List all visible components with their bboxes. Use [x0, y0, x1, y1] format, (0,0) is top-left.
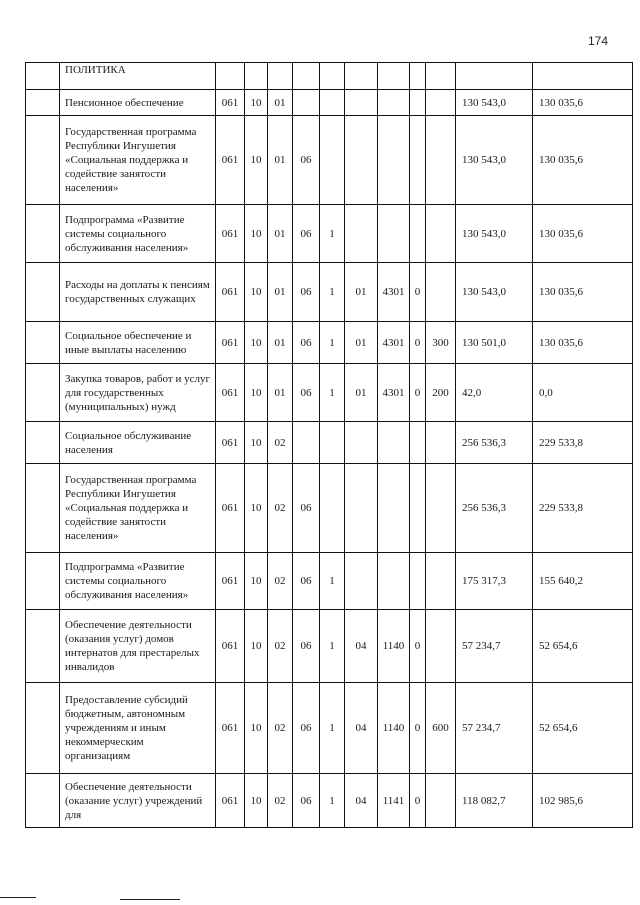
- ministry-code: 061: [216, 322, 245, 364]
- amount-1: 130 543,0: [456, 263, 533, 322]
- program-code: 06: [293, 364, 320, 422]
- table-row: [26, 683, 633, 774]
- direction-code: [378, 63, 410, 90]
- section-code: 10: [245, 116, 268, 205]
- amount-1: 130 543,0: [456, 116, 533, 205]
- ministry-code: 061: [216, 90, 245, 116]
- expense-type-code: [426, 263, 456, 322]
- amount-1: 130 501,0: [456, 322, 533, 364]
- program-code: 06: [293, 553, 320, 610]
- row-index-cell: [26, 774, 60, 828]
- subsection-code: 01: [268, 205, 293, 263]
- amount-2: 130 035,6: [533, 205, 633, 263]
- table-row: [26, 464, 633, 553]
- program-code: 06: [293, 464, 320, 553]
- subdirection-code: [410, 464, 426, 553]
- direction-code: 4301: [378, 364, 410, 422]
- program-code: 06: [293, 683, 320, 774]
- program-code: 06: [293, 322, 320, 364]
- table-row: [26, 364, 633, 422]
- program-code: 06: [293, 116, 320, 205]
- main-event-code: 01: [345, 364, 378, 422]
- table-row: [26, 322, 633, 364]
- table-row: [26, 774, 633, 828]
- subdirection-code: [410, 205, 426, 263]
- row-index-cell: [26, 205, 60, 263]
- subprogram-code: [320, 116, 345, 205]
- amount-2: [533, 63, 633, 90]
- main-event-code: 04: [345, 683, 378, 774]
- main-event-code: [345, 116, 378, 205]
- direction-code: 1140: [378, 683, 410, 774]
- row-index-cell: [26, 364, 60, 422]
- row-name: Социальное обслуживание населения: [60, 422, 216, 464]
- subdirection-code: [410, 90, 426, 116]
- direction-code: 1140: [378, 610, 410, 683]
- amount-1: [456, 63, 533, 90]
- row-index-cell: [26, 610, 60, 683]
- section-code: 10: [245, 422, 268, 464]
- subprogram-code: 1: [320, 610, 345, 683]
- row-name: Обеспечение деятельности (оказания услуг) домов интернатов для престарелых инвалидов: [60, 610, 216, 683]
- amount-1: 57 234,7: [456, 683, 533, 774]
- row-index-cell: [26, 464, 60, 553]
- program-code: 06: [293, 610, 320, 683]
- amount-1: 130 543,0: [456, 205, 533, 263]
- budget-table: [25, 62, 633, 828]
- row-name: Закупка товаров, работ и услуг для государственных (муниципальных) нужд: [60, 364, 216, 422]
- table-row: [26, 553, 633, 610]
- expense-type-code: [426, 464, 456, 553]
- main-event-code: [345, 422, 378, 464]
- scan-artifact-line: [0, 897, 36, 898]
- subdirection-code: 0: [410, 774, 426, 828]
- program-code: 06: [293, 205, 320, 263]
- expense-type-code: 600: [426, 683, 456, 774]
- section-code: 10: [245, 364, 268, 422]
- amount-2: 155 640,2: [533, 553, 633, 610]
- program-code: 06: [293, 263, 320, 322]
- subprogram-code: [320, 464, 345, 553]
- section-code: 10: [245, 683, 268, 774]
- subsection-code: 01: [268, 90, 293, 116]
- subprogram-code: 1: [320, 553, 345, 610]
- amount-1: 256 536,3: [456, 422, 533, 464]
- ministry-code: 061: [216, 116, 245, 205]
- table-row: [26, 610, 633, 683]
- direction-code: [378, 553, 410, 610]
- subprogram-code: [320, 422, 345, 464]
- row-index-cell: [26, 263, 60, 322]
- expense-type-code: 200: [426, 364, 456, 422]
- expense-type-code: [426, 205, 456, 263]
- amount-2: 229 533,8: [533, 422, 633, 464]
- ministry-code: 061: [216, 464, 245, 553]
- ministry-code: 061: [216, 610, 245, 683]
- direction-code: 4301: [378, 263, 410, 322]
- subdirection-code: [410, 63, 426, 90]
- table-row: [26, 205, 633, 263]
- direction-code: 1141: [378, 774, 410, 828]
- row-index-cell: [26, 553, 60, 610]
- direction-code: [378, 90, 410, 116]
- row-index-cell: [26, 683, 60, 774]
- expense-type-code: [426, 610, 456, 683]
- expense-type-code: [426, 90, 456, 116]
- ministry-code: [216, 63, 245, 90]
- amount-1: 256 536,3: [456, 464, 533, 553]
- table-row: [26, 263, 633, 322]
- amount-1: 57 234,7: [456, 610, 533, 683]
- row-index-cell: [26, 90, 60, 116]
- table-row: [26, 116, 633, 205]
- expense-type-code: [426, 116, 456, 205]
- row-name: Подпрограмма «Развитие системы социального обслуживания населения»: [60, 205, 216, 263]
- amount-1: 118 082,7: [456, 774, 533, 828]
- main-event-code: 04: [345, 610, 378, 683]
- amount-2: 52 654,6: [533, 610, 633, 683]
- section-code: 10: [245, 610, 268, 683]
- subsection-code: 02: [268, 464, 293, 553]
- ministry-code: 061: [216, 422, 245, 464]
- amount-2: 52 654,6: [533, 683, 633, 774]
- direction-code: [378, 116, 410, 205]
- subsection-code: 02: [268, 610, 293, 683]
- direction-code: 4301: [378, 322, 410, 364]
- row-name: Расходы на доплаты к пенсиям государственных служащих: [60, 263, 216, 322]
- section-code: [245, 63, 268, 90]
- subsection-code: 02: [268, 683, 293, 774]
- subsection-code: 02: [268, 774, 293, 828]
- subdirection-code: [410, 116, 426, 205]
- amount-2: 102 985,6: [533, 774, 633, 828]
- amount-1: 130 543,0: [456, 90, 533, 116]
- section-code: 10: [245, 553, 268, 610]
- subsection-code: 02: [268, 422, 293, 464]
- expense-type-code: [426, 422, 456, 464]
- row-name: Государственная программа Республики Ингушетия «Социальная поддержка и содействие занятости населения»: [60, 116, 216, 205]
- subdirection-code: [410, 422, 426, 464]
- program-code: [293, 63, 320, 90]
- row-index-cell: [26, 322, 60, 364]
- amount-2: 130 035,6: [533, 263, 633, 322]
- direction-code: [378, 422, 410, 464]
- table-row: [26, 63, 633, 90]
- program-code: [293, 90, 320, 116]
- subsection-code: 01: [268, 364, 293, 422]
- section-code: 10: [245, 263, 268, 322]
- table-row: [26, 422, 633, 464]
- row-name: Пенсионное обеспечение: [60, 90, 216, 116]
- amount-2: 130 035,6: [533, 116, 633, 205]
- main-event-code: [345, 90, 378, 116]
- section-code: 10: [245, 322, 268, 364]
- subsection-code: 01: [268, 322, 293, 364]
- program-code: 06: [293, 774, 320, 828]
- ministry-code: 061: [216, 553, 245, 610]
- section-code: 10: [245, 90, 268, 116]
- row-name: Подпрограмма «Развитие системы социального обслуживания населения»: [60, 553, 216, 610]
- subprogram-code: [320, 63, 345, 90]
- subdirection-code: 0: [410, 263, 426, 322]
- section-code: 10: [245, 774, 268, 828]
- subprogram-code: 1: [320, 263, 345, 322]
- main-event-code: [345, 553, 378, 610]
- amount-2: 130 035,6: [533, 90, 633, 116]
- expense-type-code: [426, 63, 456, 90]
- main-event-code: 01: [345, 322, 378, 364]
- subprogram-code: 1: [320, 364, 345, 422]
- amount-2: 130 035,6: [533, 322, 633, 364]
- amount-1: 42,0: [456, 364, 533, 422]
- page-number: 174: [588, 34, 609, 48]
- main-event-code: [345, 464, 378, 553]
- row-name: Обеспечение деятельности (оказание услуг) учреждений для: [60, 774, 216, 828]
- subsection-code: 01: [268, 263, 293, 322]
- program-code: [293, 422, 320, 464]
- ministry-code: 061: [216, 364, 245, 422]
- subsection-code: [268, 63, 293, 90]
- subsection-code: 02: [268, 553, 293, 610]
- main-event-code: 04: [345, 774, 378, 828]
- section-code: 10: [245, 464, 268, 553]
- main-event-code: [345, 205, 378, 263]
- subprogram-code: [320, 90, 345, 116]
- main-event-code: [345, 63, 378, 90]
- row-name: Социальное обеспечение и иные выплаты населению: [60, 322, 216, 364]
- row-index-cell: [26, 116, 60, 205]
- expense-type-code: [426, 774, 456, 828]
- row-name: Государственная программа Республики Ингушетия «Социальная поддержка и содействие занятости населения»: [60, 464, 216, 553]
- section-code: 10: [245, 205, 268, 263]
- expense-type-code: 300: [426, 322, 456, 364]
- row-name: ПОЛИТИКА: [60, 63, 216, 90]
- subdirection-code: 0: [410, 610, 426, 683]
- subdirection-code: 0: [410, 364, 426, 422]
- row-index-cell: [26, 63, 60, 90]
- direction-code: [378, 464, 410, 553]
- subdirection-code: [410, 553, 426, 610]
- table-row: [26, 90, 633, 116]
- ministry-code: 061: [216, 683, 245, 774]
- amount-2: 229 533,8: [533, 464, 633, 553]
- subdirection-code: 0: [410, 322, 426, 364]
- subdirection-code: 0: [410, 683, 426, 774]
- subprogram-code: 1: [320, 774, 345, 828]
- ministry-code: 061: [216, 205, 245, 263]
- direction-code: [378, 205, 410, 263]
- scan-artifact-line: [120, 899, 180, 900]
- main-event-code: 01: [345, 263, 378, 322]
- ministry-code: 061: [216, 263, 245, 322]
- subprogram-code: 1: [320, 683, 345, 774]
- row-name: Предоставление субсидий бюджетным, автономным учреждениям и иным некоммерческим организациям: [60, 683, 216, 774]
- amount-2: 0,0: [533, 364, 633, 422]
- ministry-code: 061: [216, 774, 245, 828]
- amount-1: 175 317,3: [456, 553, 533, 610]
- row-index-cell: [26, 422, 60, 464]
- subprogram-code: 1: [320, 205, 345, 263]
- subsection-code: 01: [268, 116, 293, 205]
- expense-type-code: [426, 553, 456, 610]
- subprogram-code: 1: [320, 322, 345, 364]
